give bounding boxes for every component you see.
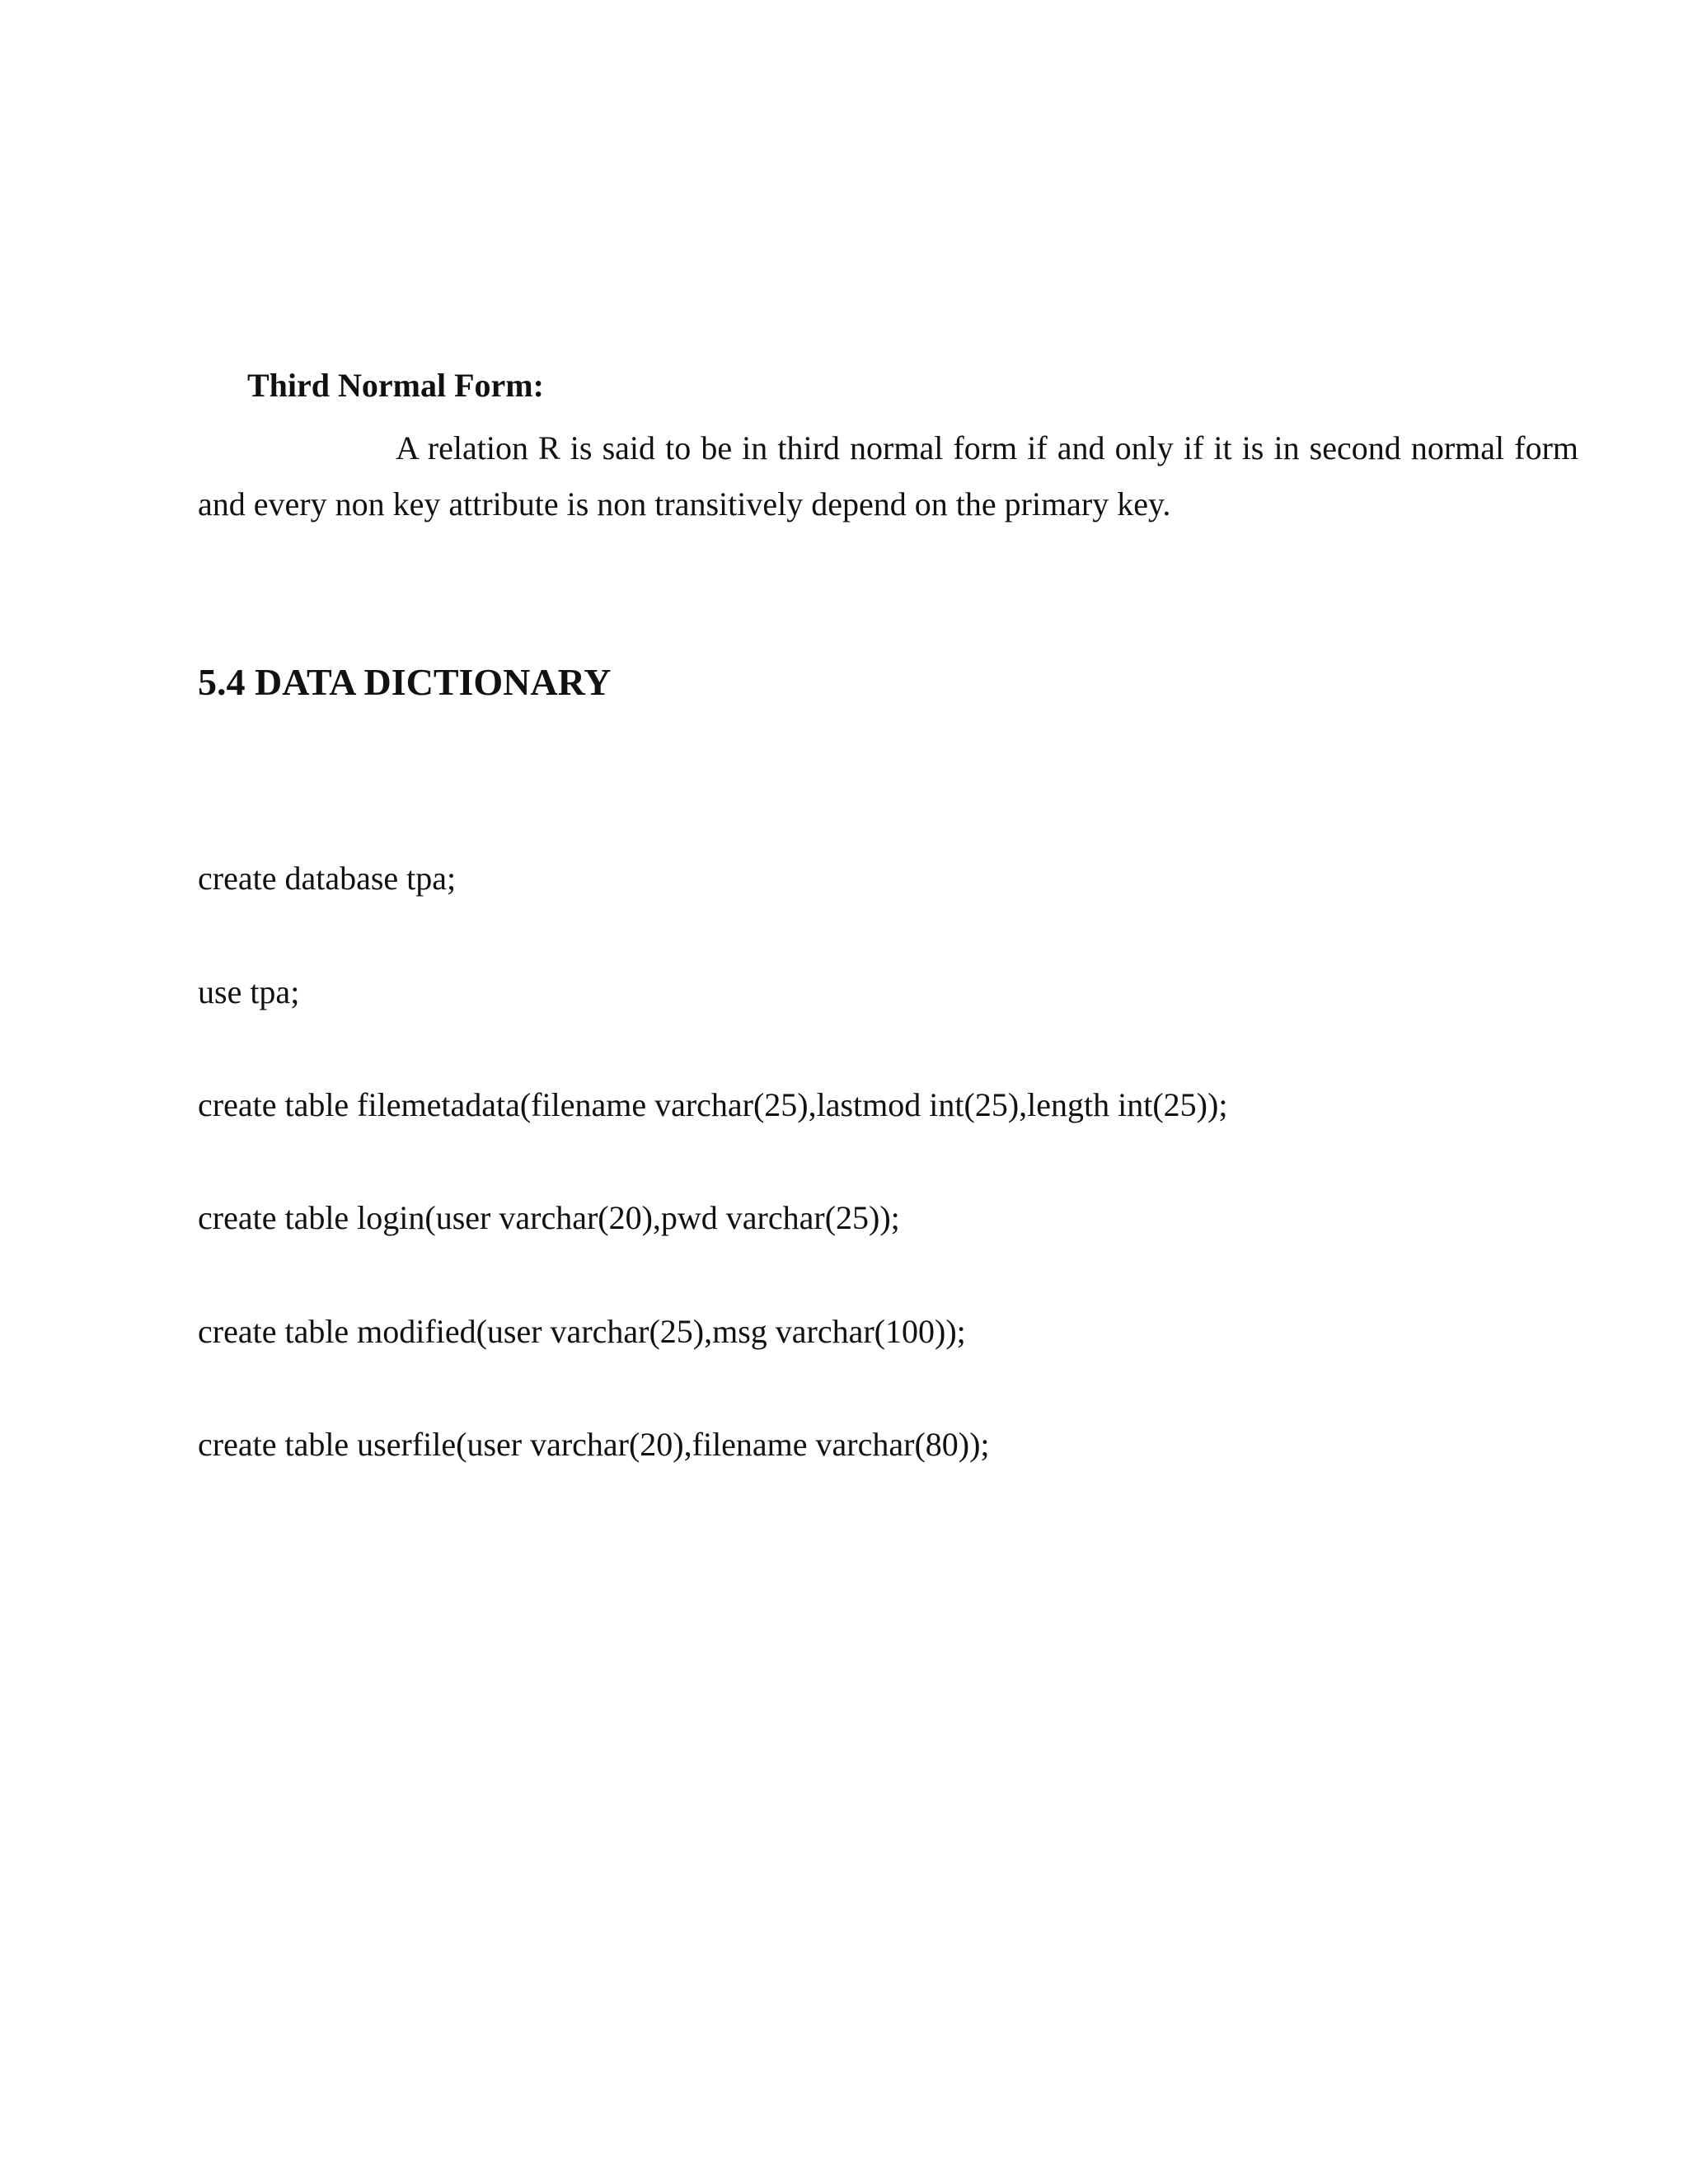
- sql-create-table-filemetadata: create table filemetadata(filename varchar(25),lastmod int(25),length int(25));: [198, 1086, 1228, 1123]
- sql-create-table-userfile: create table userfile(user varchar(20),filename varchar(80));: [198, 1426, 990, 1463]
- sql-create-table-login: create table login(user varchar(20),pwd varchar(25));: [198, 1199, 900, 1236]
- sql-use-database: use tpa;: [198, 973, 300, 1010]
- third-normal-form-heading: Third Normal Form:: [247, 367, 544, 404]
- third-normal-form-definition: A relation R is said to be in third normal form if and only if it is in second normal form and every non key attribute is non transitively depend on the primary key.: [198, 429, 1578, 523]
- sql-create-table-modified: create table modified(user varchar(25),msg varchar(100));: [198, 1313, 966, 1350]
- section-heading-data-dictionary: 5.4 DATA DICTIONARY: [198, 661, 612, 703]
- sql-create-database: create database tpa;: [198, 860, 457, 897]
